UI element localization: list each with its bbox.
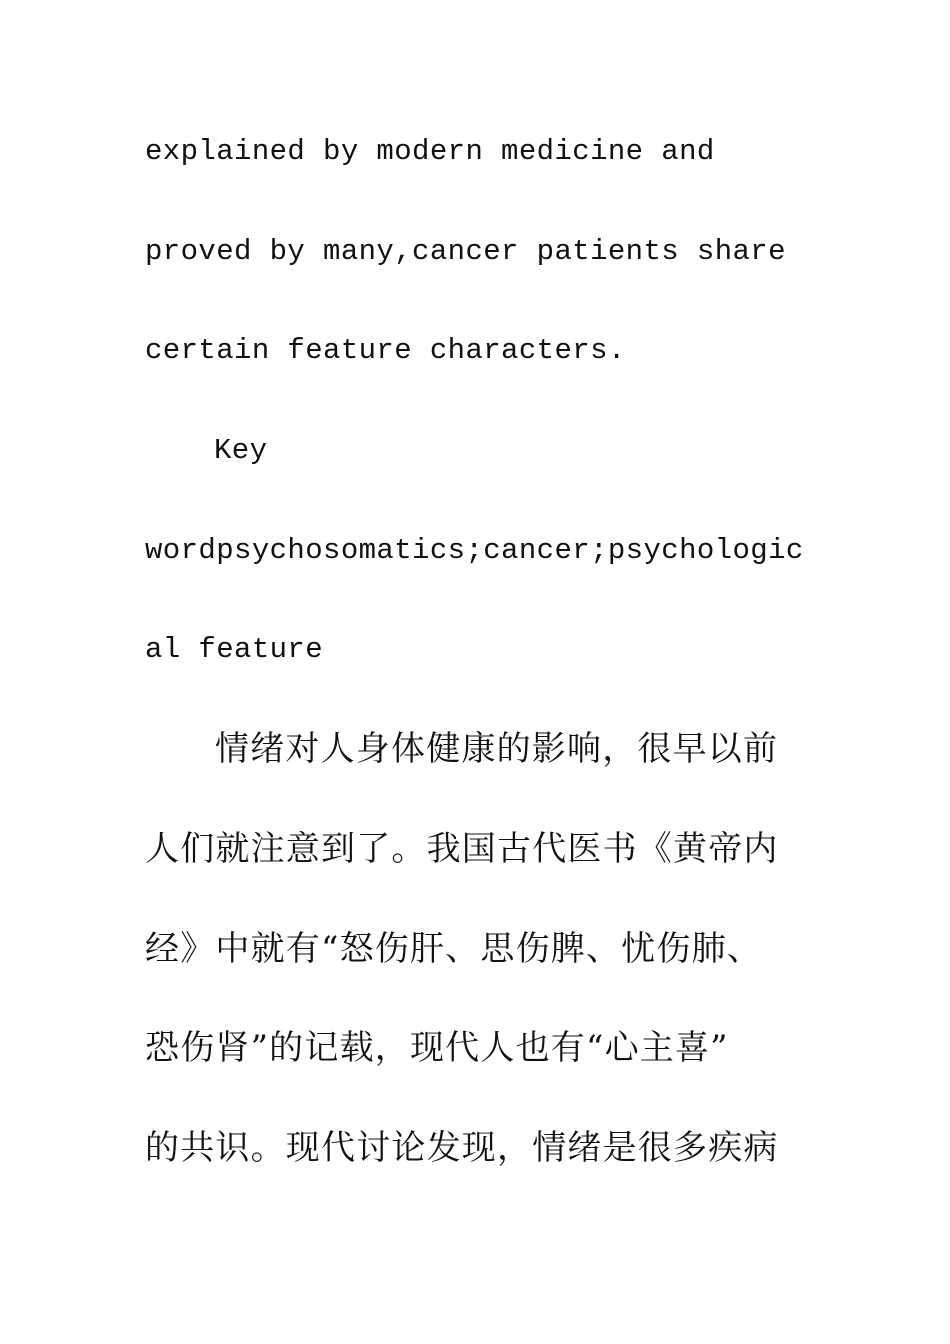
text-line: 情绪对人身体健康的影响，很早以前 — [215, 729, 779, 769]
text-line: 经》中就有“怒伤肝、思伤脾、忧伤肺、 — [145, 929, 762, 969]
keywords-line: wordpsychosomatics;cancer;psychologic — [145, 534, 804, 567]
text-line: certain feature characters. — [145, 334, 626, 367]
text-line: 恐伤肾”的记载，现代人也有“心主喜” — [145, 1028, 729, 1068]
keywords-line: al feature — [145, 633, 324, 666]
text-line: 人们就注意到了。我国古代医书《黄帝内 — [145, 829, 779, 869]
text-line: 的共识。现代讨论发现，情绪是很多疾病 — [145, 1128, 779, 1168]
text-line: proved by many,cancer patients share — [145, 235, 786, 268]
keywords-label: Key — [214, 434, 268, 467]
text-line: explained by modern medicine and — [145, 135, 715, 168]
